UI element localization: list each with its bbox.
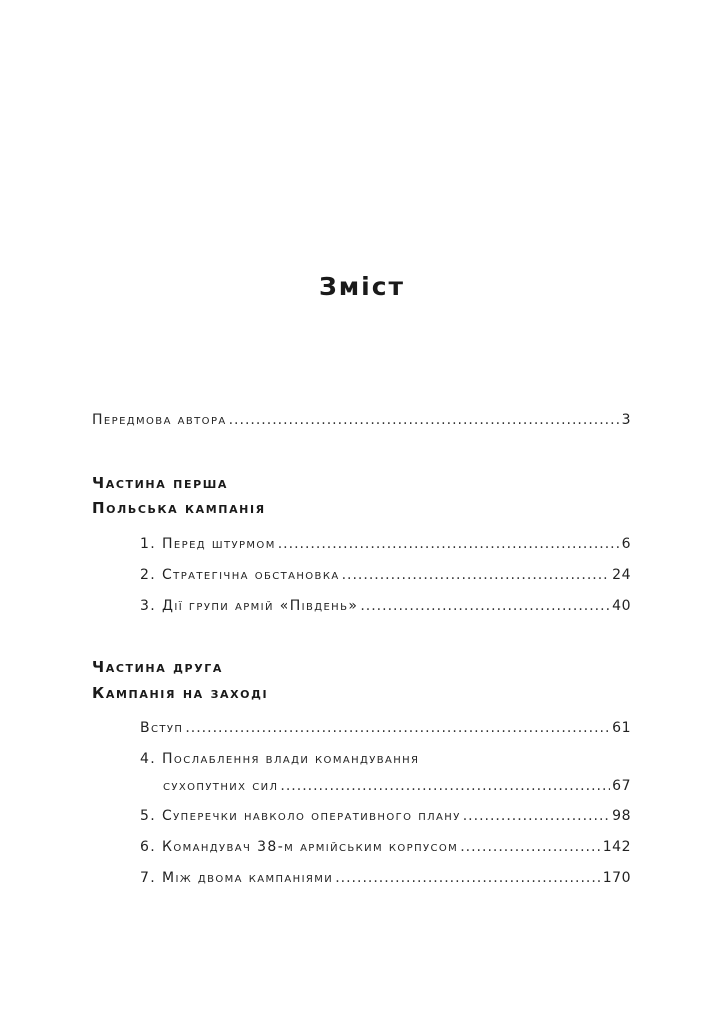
toc-entry-chapter-7: [140, 870, 631, 886]
leader-dots: [229, 412, 620, 428]
toc-entry-label: Вступ: [140, 720, 184, 736]
toc-entry-label: 3. Дії групи армій «Південь»: [140, 598, 359, 614]
toc-entry-chapter-6: [140, 839, 631, 855]
toc-page-number: 67: [612, 778, 631, 794]
toc-page-number: 61: [612, 720, 631, 736]
toc-entry-label: сухопутних сил: [163, 778, 279, 794]
toc-entry-intro: [140, 720, 631, 736]
toc-page-number: 170: [602, 870, 631, 886]
toc-page-number: 6: [621, 536, 631, 552]
toc-entry-chapter-1: [140, 536, 631, 552]
toc-page-number: 3: [621, 412, 631, 428]
leader-dots: [278, 536, 620, 552]
toc-entry-label: 6. Командувач 38-м армійським корпусом: [140, 839, 459, 855]
leader-dots: [460, 839, 601, 855]
toc-page-number: 142: [602, 839, 631, 855]
toc-entry-label-line1: 4. Послаблення влади командування: [140, 751, 420, 767]
toc-entry-preface: [92, 412, 631, 428]
leader-dots: [185, 720, 610, 736]
leader-dots: [463, 808, 610, 824]
toc-entry-chapter-3: [140, 598, 631, 614]
toc-entry-chapter-5: [140, 808, 631, 824]
toc-page-number: 98: [612, 808, 631, 824]
part-heading: Частина перша: [92, 474, 229, 492]
leader-dots: [360, 598, 610, 614]
leader-dots: [342, 567, 611, 583]
part-heading: Частина друга: [92, 658, 224, 676]
toc-entry-label: 7. Між двома кампаніями: [140, 870, 334, 886]
leader-dots: [280, 778, 610, 794]
toc-entry-label: Передмова автора: [92, 412, 227, 428]
toc-entry-label: 2. Стратегічна обстановка: [140, 567, 340, 583]
toc-entry-label: 5. Суперечки навколо оперативного плану: [140, 808, 461, 824]
page-title: Зміст: [318, 272, 406, 301]
toc-entry-label: 1. Перед штурмом: [140, 536, 276, 552]
toc-entry-chapter-4: [163, 778, 631, 794]
toc-entry-chapter-2: [140, 567, 631, 583]
leader-dots: [335, 870, 601, 886]
toc-page-number: 40: [612, 598, 631, 614]
part-subheading: Кампанія на заході: [92, 684, 269, 702]
toc-page-number: 24: [612, 567, 631, 583]
part-subheading: Польська кампанія: [92, 499, 266, 517]
